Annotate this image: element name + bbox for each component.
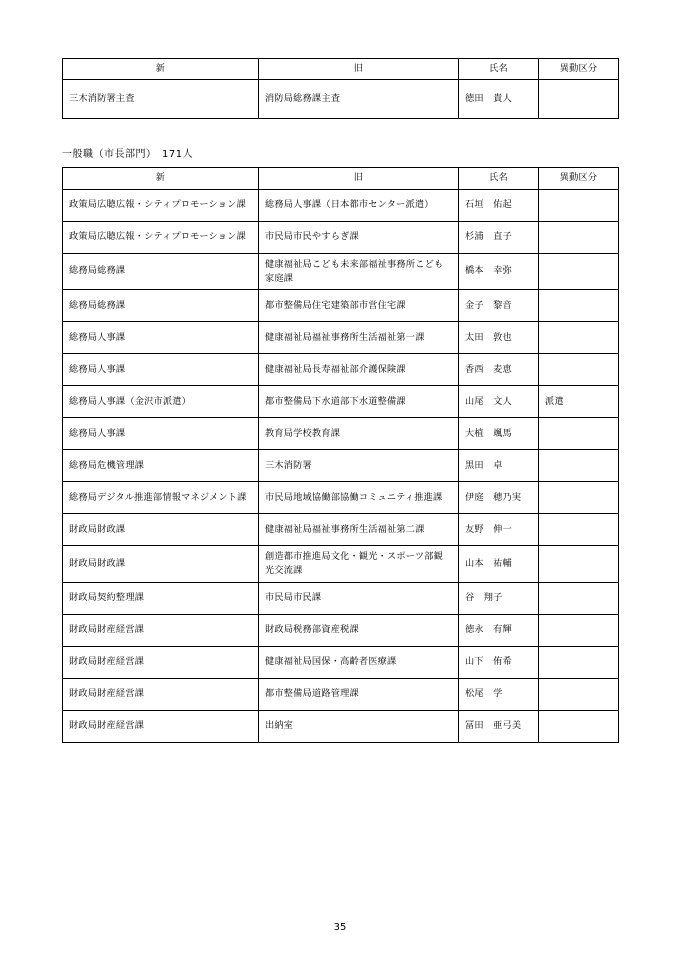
cell-new: 政策局広聴広報・シティプロモーション課 [63,221,259,253]
cell-class [539,354,619,386]
cell-old: 創造都市推進局文化・観光・スポーツ部観光交流課 [259,546,459,583]
cell-old: 財政局税務部資産税課 [259,615,459,647]
column-header-new: 新 [63,59,259,80]
column-header-name: 氏名 [459,59,539,80]
cell-new: 総務局人事課（金沢市派遣） [63,386,259,418]
cell-class [539,253,619,290]
cell-old: 出納室 [259,711,459,743]
cell-old: 健康福祉局福祉事務所生活福祉第二課 [259,514,459,546]
table-row [63,354,619,386]
cell-old: 健康福祉局国保・高齢者医療課 [259,647,459,679]
section-title: 一般職（市長部門） 171人 [62,149,194,161]
cell-new: 総務局人事課 [63,354,259,386]
cell-name: 冨田 亜弓美 [459,711,539,743]
cell-new: 財政局財産経営課 [63,615,259,647]
table-row [63,386,619,418]
cell-name: 黒田 卓 [459,450,539,482]
table-row [63,450,619,482]
cell-name: 橋本 幸弥 [459,253,539,290]
cell-new: 財政局財政課 [63,514,259,546]
table-row [63,583,619,615]
column-header-class: 異動区分 [539,59,619,80]
cell-new: 総務局総務課 [63,290,259,322]
cell-old: 総務局人事課（日本都市センター派遣） [259,189,459,221]
table-header-row [63,59,619,80]
cell-new: 財政局財産経営課 [63,711,259,743]
cell-old: 健康福祉局長寿福祉部介護保険課 [259,354,459,386]
cell-name: 太田 敦也 [459,322,539,354]
cell-name: 杉浦 直子 [459,221,539,253]
cell-new: 三木消防署主査 [63,80,259,119]
table-main [62,167,619,743]
cell-class [539,450,619,482]
cell-old: 教育局学校教育課 [259,418,459,450]
table-row [63,221,619,253]
cell-old: 三木消防署 [259,450,459,482]
table-row [63,514,619,546]
cell-class [539,418,619,450]
table-row [63,546,619,583]
cell-class [539,583,619,615]
page-number: 35 [333,922,347,933]
cell-class [539,711,619,743]
cell-old: 健康福祉局福祉事務所生活福祉第一課 [259,322,459,354]
cell-name: 石垣 佑起 [459,189,539,221]
table-row [63,482,619,514]
table-row [63,189,619,221]
cell-new: 財政局財産経営課 [63,647,259,679]
cell-new: 総務局危機管理課 [63,450,259,482]
cell-new: 総務局人事課 [63,322,259,354]
cell-old: 都市整備局住宅建築部市営住宅課 [259,290,459,322]
table-row [63,322,619,354]
table-row [63,290,619,322]
cell-name: 伊庭 穂乃実 [459,482,539,514]
cell-old: 市民局地域協働部協働コミュニティ推進課 [259,482,459,514]
cell-class [539,221,619,253]
cell-name: 金子 黎音 [459,290,539,322]
table-row [63,711,619,743]
cell-name: 香西 麦恵 [459,354,539,386]
cell-new: 総務局総務課 [63,253,259,290]
table-row [63,679,619,711]
cell-class [539,189,619,221]
cell-name: 徳永 有輝 [459,615,539,647]
column-header-old: 旧 [259,59,459,80]
cell-old: 健康福祉局こども未来部福祉事務所こども家庭課 [259,253,459,290]
column-header-old: 旧 [259,168,459,189]
cell-class [539,679,619,711]
cell-class [539,322,619,354]
cell-class: 派遣 [539,386,619,418]
cell-name: 大植 颯馬 [459,418,539,450]
cell-old: 消防局総務課主査 [259,80,459,119]
column-header-class: 異動区分 [539,168,619,189]
cell-name: 徳田 貴人 [459,80,539,119]
table-row [63,80,619,119]
cell-old: 市民局市民課 [259,583,459,615]
cell-name: 友野 伸一 [459,514,539,546]
cell-new: 政策局広聴広報・シティプロモーション課 [63,189,259,221]
column-header-name: 氏名 [459,168,539,189]
cell-class [539,80,619,119]
cell-class [539,615,619,647]
table-row [63,253,619,290]
cell-class [539,514,619,546]
table-row [63,647,619,679]
cell-old: 市民局市民やすらぎ課 [259,221,459,253]
cell-name: 山本 祐輔 [459,546,539,583]
cell-old: 都市整備局道路管理課 [259,679,459,711]
cell-old: 都市整備局下水道部下水道整備課 [259,386,459,418]
table-row [63,615,619,647]
cell-name: 松尾 学 [459,679,539,711]
cell-new: 総務局デジタル推進部情報マネジメント課 [63,482,259,514]
cell-class [539,546,619,583]
table-top [62,58,619,119]
column-header-new: 新 [63,168,259,189]
cell-class [539,482,619,514]
cell-new: 総務局人事課 [63,418,259,450]
cell-class [539,647,619,679]
cell-name: 山下 侑希 [459,647,539,679]
cell-class [539,290,619,322]
cell-name: 谷 翔子 [459,583,539,615]
cell-name: 山尾 文人 [459,386,539,418]
cell-new: 財政局財産経営課 [63,679,259,711]
cell-new: 財政局財政課 [63,546,259,583]
table-header-row [63,168,619,189]
cell-new: 財政局契約整理課 [63,583,259,615]
table-row [63,418,619,450]
